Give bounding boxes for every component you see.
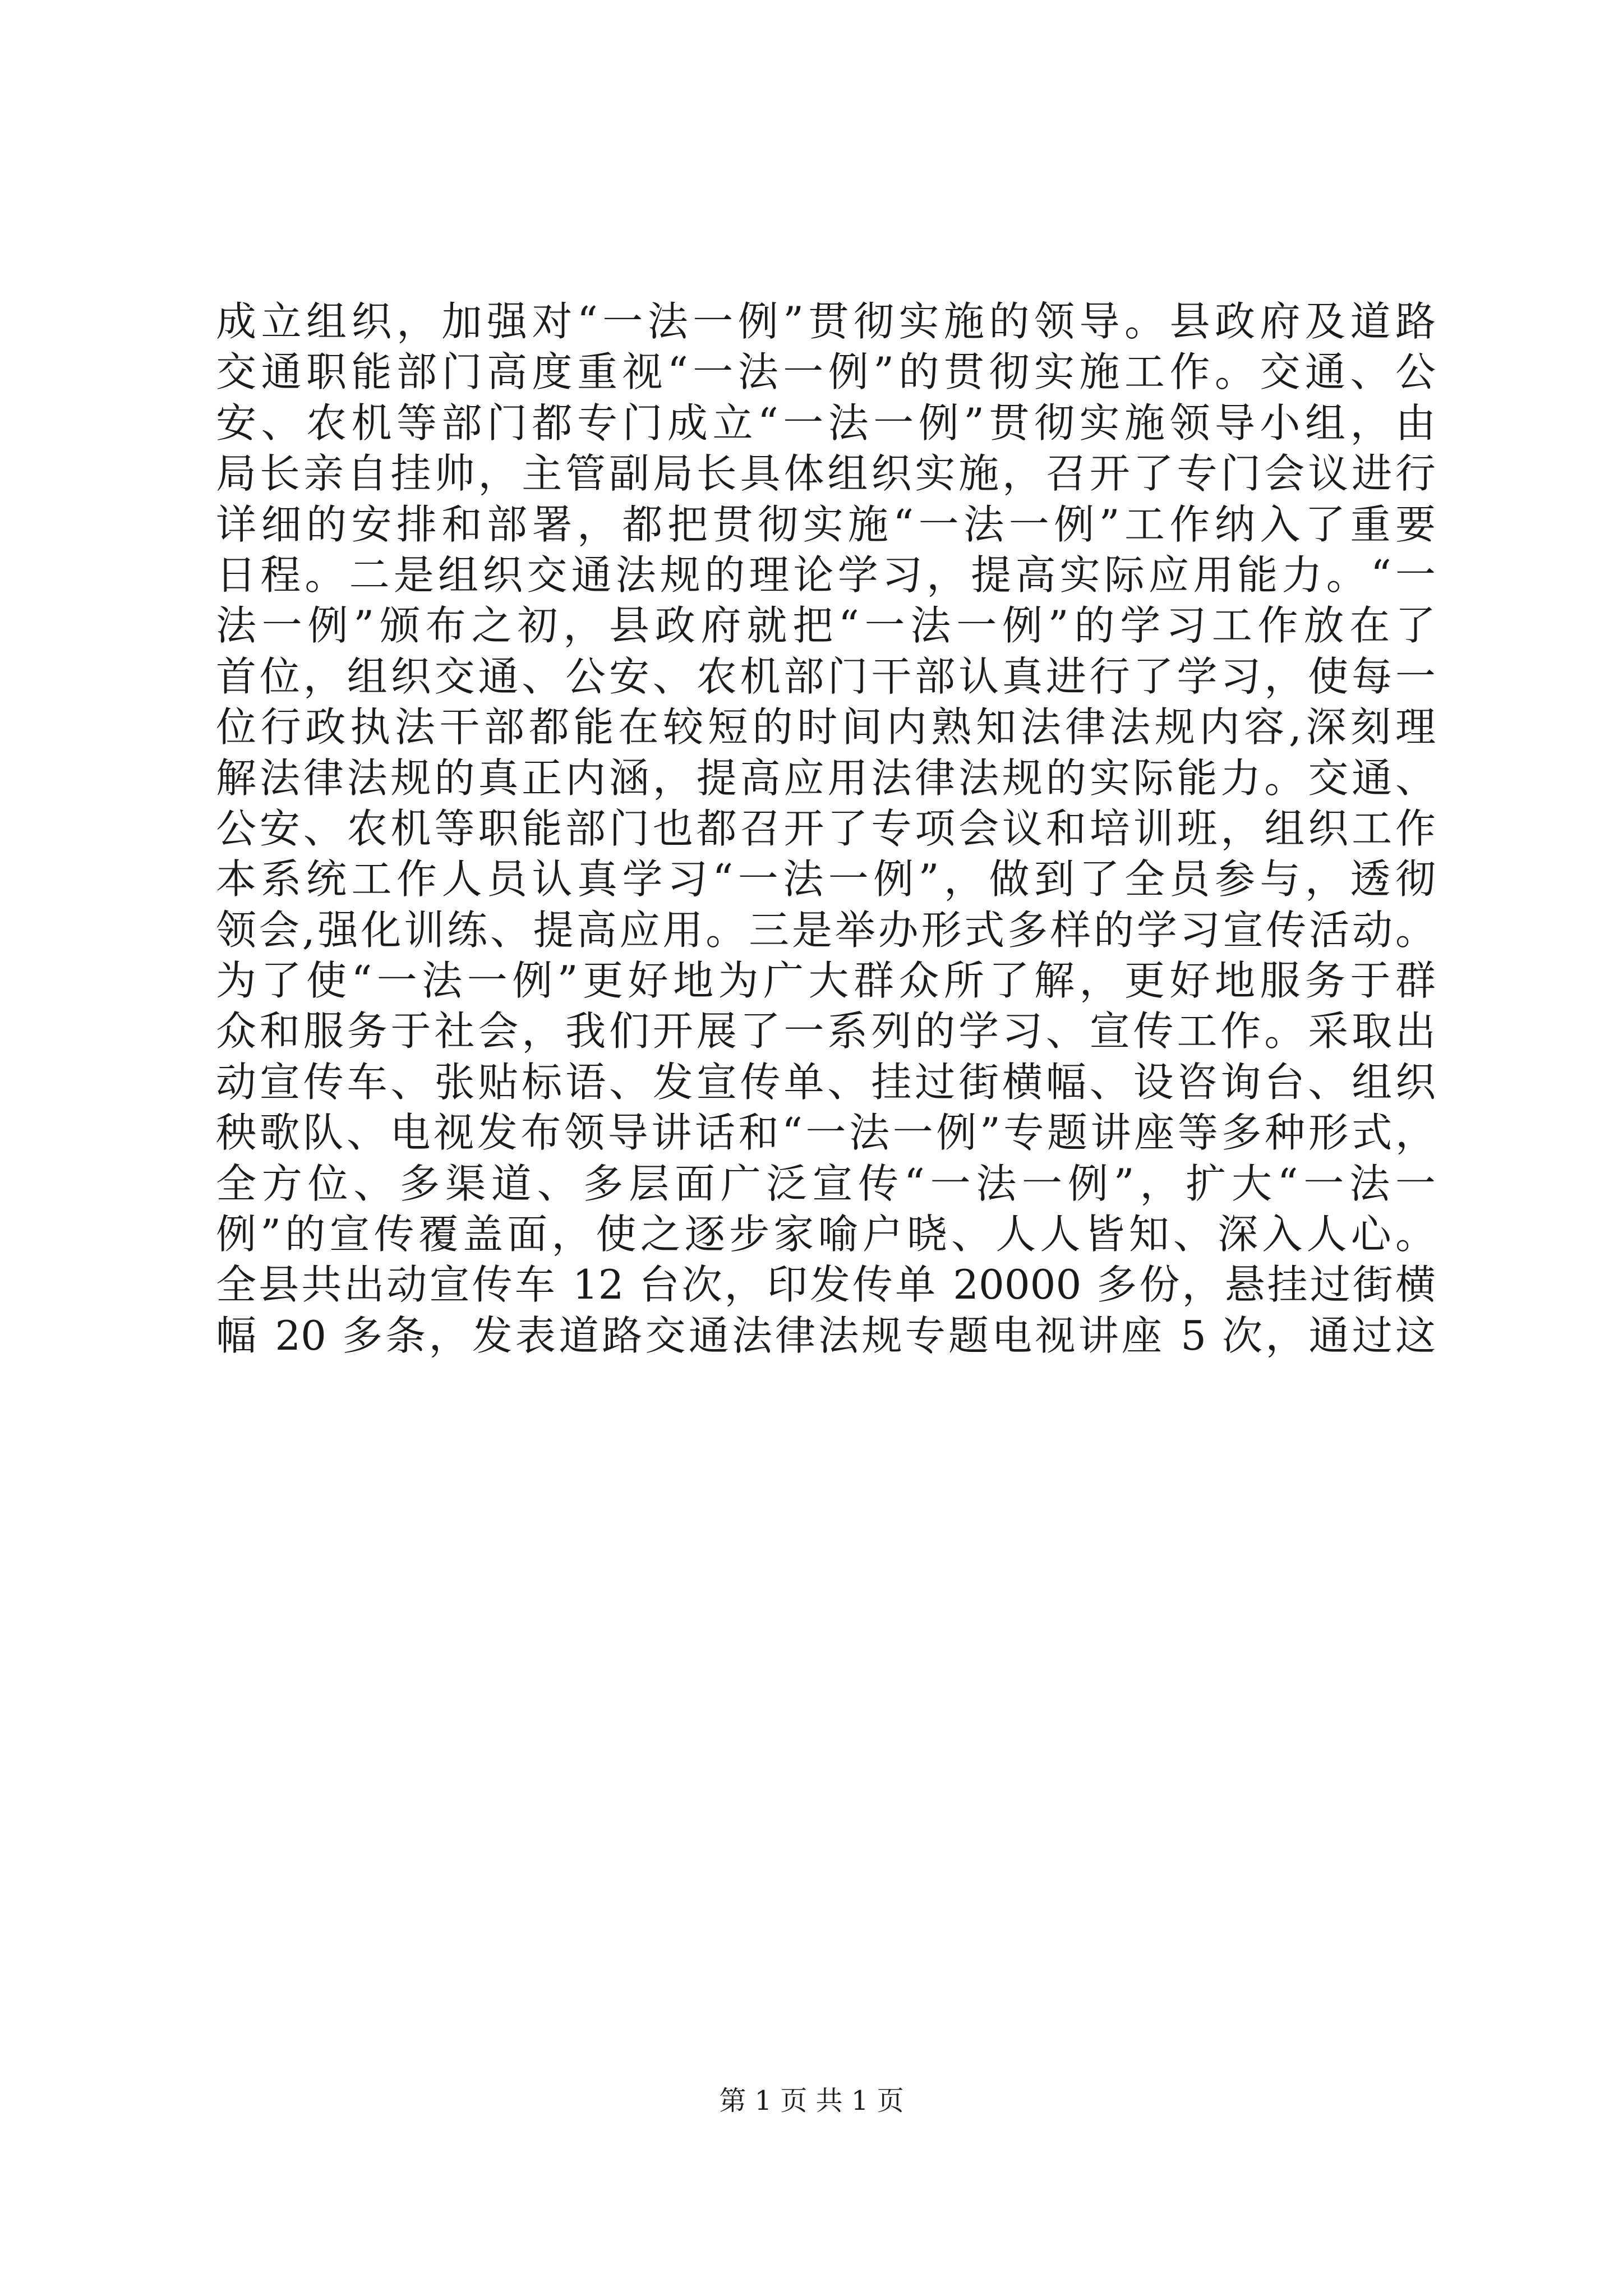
text-line: 本系统工作人员认真学习“一法一例”，做到了全员参与，透彻 bbox=[216, 855, 1436, 903]
text-line: 安、农机等部门都专门成立“一法一例”贯彻实施领导小组，由 bbox=[216, 399, 1436, 447]
text-line: 众和服务于社会，我们开展了一系列的学习、宣传工作。采取出 bbox=[216, 1007, 1436, 1055]
text-line: 位行政执法干部都能在较短的时间内熟知法律法规内容,深刻理 bbox=[216, 703, 1436, 751]
text-line: 幅 20 多条，发表道路交通法律法规专题电视讲座 5 次，通过这 bbox=[216, 1312, 1436, 1359]
text-line: 法一例”颁布之初，县政府就把“一法一例”的学习工作放在了 bbox=[216, 602, 1436, 650]
page-number-label: 第 1 页 共 1 页 bbox=[719, 2085, 904, 2116]
text-line: 公安、农机等职能部门也都召开了专项会议和培训班，组织工作 bbox=[216, 804, 1436, 852]
page-footer bbox=[0, 2084, 1623, 2118]
text-line: 日程。二是组织交通法规的理论学习，提高实际应用能力。“一 bbox=[216, 551, 1436, 599]
text-line: 首位，组织交通、公安、农机部门干部认真进行了学习，使每一 bbox=[216, 652, 1436, 700]
text-line: 秧歌队、电视发布领导讲话和“一法一例”专题讲座等多种形式， bbox=[216, 1109, 1436, 1157]
text-line: 全方位、多渠道、多层面广泛宣传“一法一例”，扩大“一法一 bbox=[216, 1159, 1436, 1207]
text-line: 详细的安排和部署，都把贯彻实施“一法一例”工作纳入了重要 bbox=[216, 500, 1436, 548]
text-line: 为了使“一法一例”更好地为广大群众所了解，更好地服务于群 bbox=[216, 957, 1436, 1005]
text-line: 成立组织，加强对“一法一例”贯彻实施的领导。县政府及道路 bbox=[216, 298, 1436, 345]
text-line: 动宣传车、张贴标语、发宣传单、挂过街横幅、设咨询台、组织 bbox=[216, 1058, 1436, 1106]
text-line: 全县共出动宣传车 12 台次，印发传单 20000 多份，悬挂过街横 bbox=[216, 1261, 1436, 1309]
body-paragraph bbox=[216, 296, 1436, 1361]
text-line: 领会,强化训练、提高应用。三是举办形式多样的学习宣传活动。 bbox=[216, 906, 1436, 954]
text-line: 例”的宣传覆盖面，使之逐步家喻户晓、人人皆知、深入人心。 bbox=[216, 1211, 1436, 1258]
text-line: 交通职能部门高度重视“一法一例”的贯彻实施工作。交通、公 bbox=[216, 348, 1436, 396]
text-line: 解法律法规的真正内涵，提高应用法律法规的实际能力。交通、 bbox=[216, 754, 1436, 802]
text-line: 局长亲自挂帅，主管副局长具体组织实施，召开了专门会议进行 bbox=[216, 450, 1436, 498]
